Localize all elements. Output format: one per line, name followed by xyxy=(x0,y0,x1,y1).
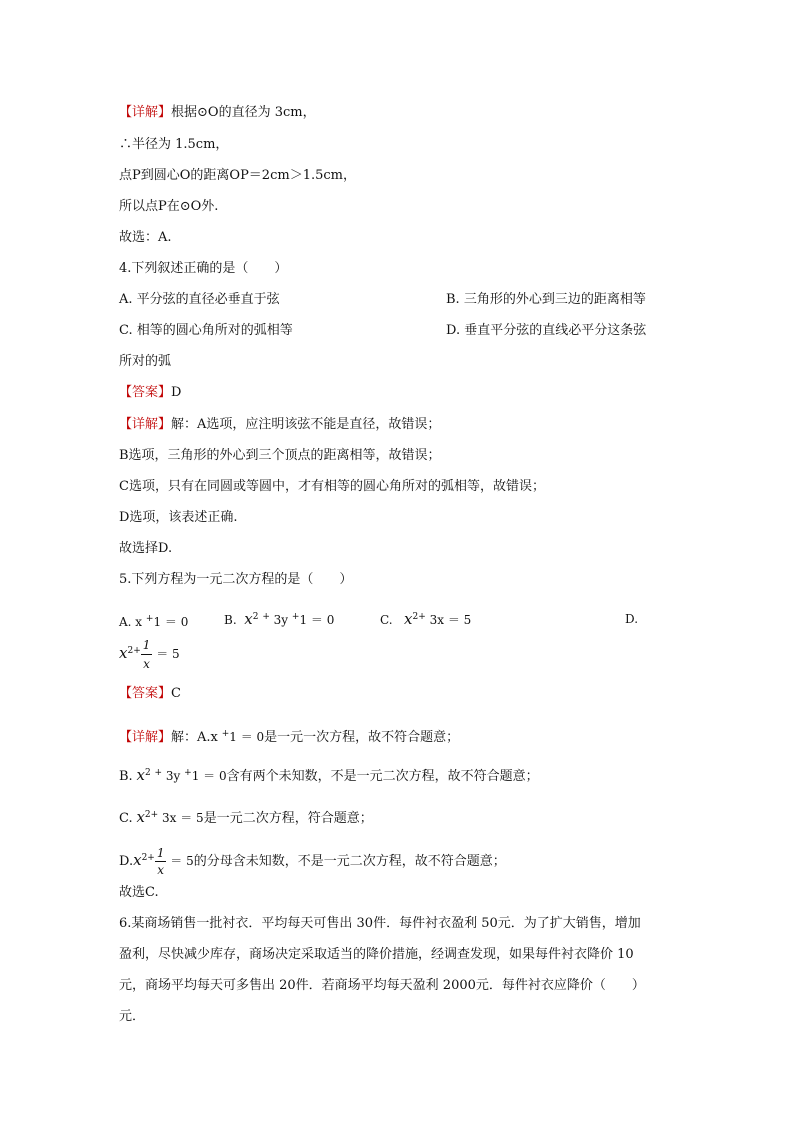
q5-explanation-line-3: C. $x^{2+}$ 3x ＝ 5是一元二次方程，符合题意； xyxy=(119,808,373,826)
q5-stem: 5.下列方程为一元二次方程的是（ ） xyxy=(119,572,353,587)
q3-explanation-line-2: ∴半径为 1.5cm， xyxy=(119,137,229,152)
q5-option-c: C. $x^{2+}$ 3x ＝ 5 xyxy=(380,610,472,628)
q5-explanation-line-5: 故选C. xyxy=(119,885,159,900)
q5-explanation-line-4: $D.x^{2+}$ $\frac{1}{x}$ ＝ 5的分母含未知数，不是一元二次方程，故不符合题意； xyxy=(119,846,506,877)
q5-explanation-line-1: 【详解】解：A.x +1 ＝ 0是一元一次方程，故不符合题意； xyxy=(119,729,460,745)
q5-option-d-equation: $x^{2+}$ $\frac{1}{x}$ ＝ 5 xyxy=(119,638,180,671)
q4-explanation-line-4: D选项，该表述正确. xyxy=(119,510,238,525)
q6-stem-line-4: 元． xyxy=(119,1009,146,1024)
answer-tag: 【答案】 xyxy=(119,385,172,400)
q4-exp-text-1: 解：A选项，应注明该弦不能是直径，故错误； xyxy=(171,417,441,432)
q3-explanation-line-1 xyxy=(119,104,316,122)
q5-option-a: A. x +1 ＝ 0 xyxy=(119,614,189,629)
q4-explanation-line-5: 故选择D. xyxy=(119,541,173,556)
q5-option-d-label: D. xyxy=(625,612,639,626)
q4-option-d: D. 垂直平分弦的直线必平分这条弦 xyxy=(446,323,647,338)
q3-explanation-line-3: 点P到圆心O的距离OP＝2cm＞1.5cm， xyxy=(119,168,356,183)
answer-tag: 【答案】 xyxy=(119,686,172,701)
q4-explanation-line-2: B选项，三角形的外心到三个顶点的距离相等，故错误； xyxy=(119,448,441,463)
q4-option-c: C. 相等的圆心角所对的弧相等 xyxy=(119,323,293,338)
q3-explanation-line-5: 故选：A. xyxy=(119,230,172,245)
q3-exp-text-1: 根据⊙O的直径为 3cm， xyxy=(171,105,316,120)
explanation-tag: 【详解】 xyxy=(119,417,172,432)
explanation-tag: 【详解】 xyxy=(119,105,172,120)
q5-answer-value: C xyxy=(171,686,181,701)
q5-explanation-line-2: B. $x^2$ + 3y +1 ＝ 0含有两个未知数，不是一元二次方程，故不符合题意； xyxy=(119,766,539,784)
explanation-tag: 【详解】 xyxy=(119,730,172,745)
q4-option-d-continued: 所对的弧 xyxy=(119,354,172,369)
fraction-one-over-x: $\frac{1}{x}$ xyxy=(156,846,165,877)
q6-stem-line-1: 6.某商场销售一批衬衣．平均每天可售出 30件．每件衬衣盈利 50元．为了扩大销售，增加 xyxy=(119,916,641,931)
q4-option-b: B. 三角形的外心到三边的距离相等 xyxy=(446,292,646,307)
q6-stem-line-3: 元，商场平均每天可多售出 20件．若商场平均每天盈利 2000元．每件衬衣应降价（ ） xyxy=(119,978,645,993)
q4-stem: 4.下列叙述正确的是（ ） xyxy=(119,261,288,276)
q6-stem-line-2: 盈利，尽快减少库存，商场决定采取适当的降价措施，经调查发现，如果每件衬衣降价 10 xyxy=(119,947,634,962)
q4-explanation-line-1 xyxy=(119,416,440,434)
q4-explanation-line-3: C选项，只有在同圆或等圆中，才有相等的圆心角所对的弧相等，故错误； xyxy=(119,479,545,494)
q4-answer-value: D xyxy=(171,385,182,400)
fraction-one-over-x: $\frac{1}{x}$ xyxy=(142,638,151,671)
q5-option-b: B. $x^2$ + 3y +1 ＝ 0 xyxy=(224,610,335,628)
q4-option-a: A. 平分弦的直径必垂直于弦 xyxy=(119,292,280,307)
q4-answer-line xyxy=(119,384,181,402)
q3-explanation-line-4: 所以点P在⊙O外. xyxy=(119,199,219,214)
q5-answer-line xyxy=(119,685,181,703)
